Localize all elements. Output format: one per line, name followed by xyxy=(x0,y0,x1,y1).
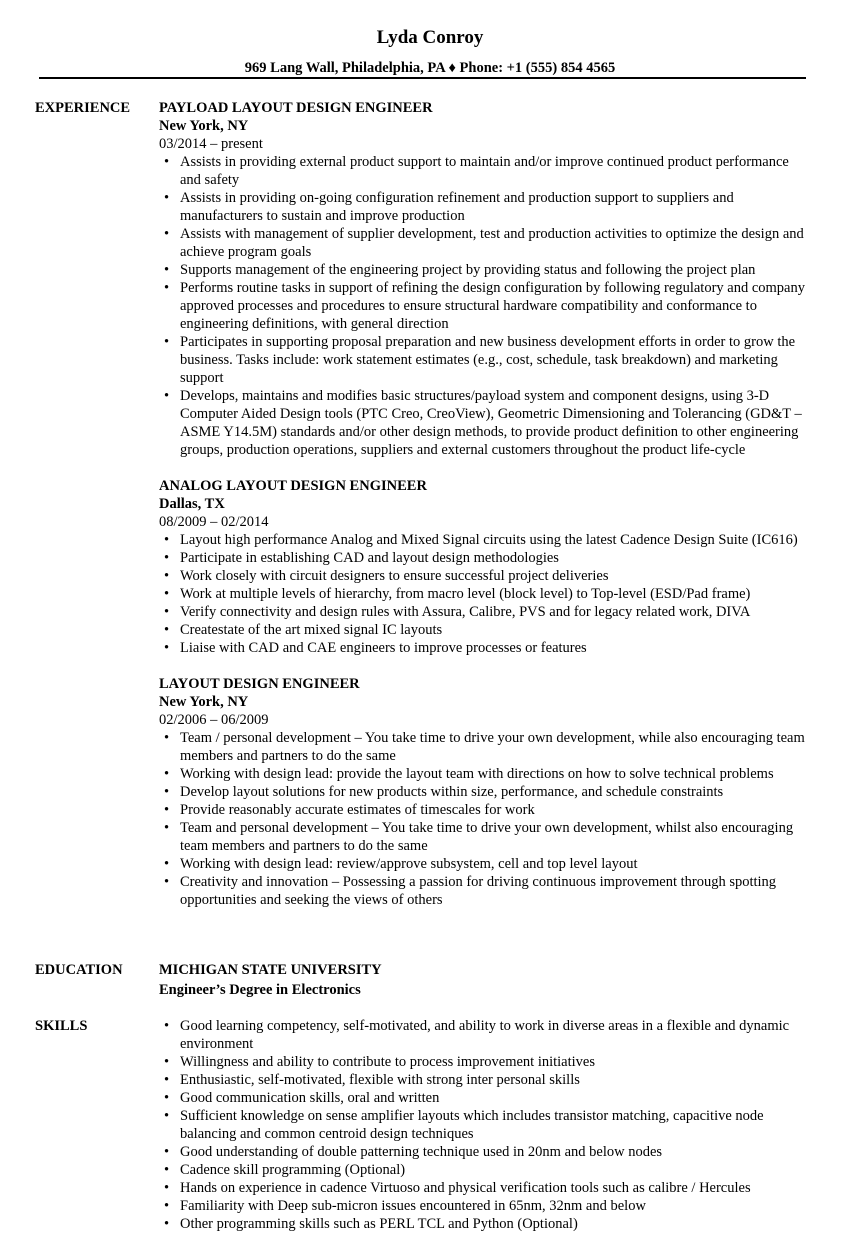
job-dates: 08/2009 – 02/2014 xyxy=(159,514,269,530)
bullet-item: • Provide reasonably accurate estimates of timescales for work xyxy=(159,801,813,819)
skills-list xyxy=(159,1017,813,1233)
bullet-item: • Participate in establishing CAD and layout design methodologies xyxy=(159,549,813,567)
bullet-item: • Work closely with circuit designers to ensure successful project deliveries xyxy=(159,567,813,585)
job-bullets xyxy=(159,729,813,909)
job-location: New York, NY xyxy=(159,118,249,134)
education-body xyxy=(159,961,813,999)
skill-item: • Familiarity with Deep sub-micron issues encountered in 65nm, 32nm and below xyxy=(159,1197,813,1215)
header-divider xyxy=(39,77,806,79)
bullet-item: • Performs routine tasks in support of refining the design configuration by following regulatory and company approved processes and procedures to ensure structural hardware compatibility and conformance to engineering definitions, with general direction xyxy=(159,279,813,333)
bullet-item: • Develops, maintains and modifies basic structures/payload system and component designs, using 3-D Computer Aided Design tools (PTC Creo, CreoView), Geometric Dimensioning and Tolerancing (GD&T – ASME Y14.5M) standards and/or other design methods, to provide product definition to other engineering groups, production operations, suppliers and external customers throughout the product life-cycle xyxy=(159,387,813,459)
candidate-name: Lyda Conroy xyxy=(376,27,484,48)
bullet-item: • Team and personal development – You take time to drive your own development, whilst also encouraging team members and partners to do the same xyxy=(159,819,813,855)
bullet-item: • Assists with management of supplier development, test and production activities to optimize the design and achieve program goals xyxy=(159,225,813,261)
job-title: PAYLOAD LAYOUT DESIGN ENGINEER xyxy=(159,100,433,116)
job-entry xyxy=(159,675,813,909)
education-degree: Engineer’s Degree in Electronics xyxy=(159,982,361,998)
job-dates: 02/2006 – 06/2009 xyxy=(159,712,269,728)
skill-item: • Willingness and ability to contribute to process improvement initiatives xyxy=(159,1053,813,1071)
bullet-item: • Createstate of the art mixed signal IC layouts xyxy=(159,621,813,639)
job-title: ANALOG LAYOUT DESIGN ENGINEER xyxy=(159,478,427,494)
bullet-item: • Supports management of the engineering project by providing status and following the project plan xyxy=(159,261,813,279)
skill-item: • Cadence skill programming (Optional) xyxy=(159,1161,813,1179)
section-label-skills: SKILLS xyxy=(35,1018,88,1034)
job-bullets xyxy=(159,531,813,657)
job-entry xyxy=(159,99,813,459)
bullet-item: • Liaise with CAD and CAE engineers to improve processes or features xyxy=(159,639,813,657)
job-dates: 03/2014 – present xyxy=(159,136,263,152)
skill-item: • Enthusiastic, self-motivated, flexible with strong inter personal skills xyxy=(159,1071,813,1089)
skill-item: • Other programming skills such as PERL TCL and Python (Optional) xyxy=(159,1215,813,1233)
skill-item: • Hands on experience in cadence Virtuoso and physical verification tools such as calibre / Hercules xyxy=(159,1179,813,1197)
job-location: New York, NY xyxy=(159,694,249,710)
section-label-experience: EXPERIENCE xyxy=(35,100,131,116)
bullet-item: • Working with design lead: provide the layout team with directions on how to solve technical problems xyxy=(159,765,813,783)
contact-line: 969 Lang Wall, Philadelphia, PA ♦ Phone: +1 (555) 854 4565 xyxy=(244,60,616,76)
bullet-item: • Working with design lead: review/approve subsystem, cell and top level layout xyxy=(159,855,813,873)
bullet-item: • Assists in providing on-going configuration refinement and production support to suppliers and manufacturers to sustain and improve production xyxy=(159,189,813,225)
job-title: LAYOUT DESIGN ENGINEER xyxy=(159,676,360,692)
bullet-item: • Assists in providing external product support to maintain and/or improve continued product performance and safety xyxy=(159,153,813,189)
bullet-item: • Creativity and innovation – Possessing a passion for driving continuous improvement through spotting opportunities and seeking the views of others xyxy=(159,873,813,909)
skill-item: • Good communication skills, oral and written xyxy=(159,1089,813,1107)
job-entry xyxy=(159,477,813,657)
skill-item: • Good understanding of double patterning technique used in 20nm and below nodes xyxy=(159,1143,813,1161)
job-location: Dallas, TX xyxy=(159,496,225,512)
section-label-education: EDUCATION xyxy=(35,962,123,978)
experience-body xyxy=(159,99,813,927)
bullet-item: • Participates in supporting proposal preparation and new business development efforts in order to grow the business. Tasks include: work statement estimates (e.g., cost, schedule, task breakdown) and marketing support xyxy=(159,333,813,387)
skill-item: • Sufficient knowledge on sense amplifier layouts which includes transistor matching, capacitive node balancing and common centroid design techniques xyxy=(159,1107,813,1143)
bullet-item: • Team / personal development – You take time to drive your own development, while also encouraging team members and partners to do the same xyxy=(159,729,813,765)
resume-header xyxy=(0,0,860,77)
bullet-item: • Work at multiple levels of hierarchy, from macro level (block level) to Top-level (ESD/Pad frame) xyxy=(159,585,813,603)
bullet-item: • Verify connectivity and design rules with Assura, Calibre, PVS and for legacy related work, DIVA xyxy=(159,603,813,621)
bullet-item: • Layout high performance Analog and Mixed Signal circuits using the latest Cadence Design Suite (IC616) xyxy=(159,531,813,549)
skill-item: • Good learning competency, self-motivated, and ability to work in diverse areas in a flexible and dynamic environment xyxy=(159,1017,813,1053)
skills-body xyxy=(159,1017,813,1233)
job-bullets xyxy=(159,153,813,459)
bullet-item: • Develop layout solutions for new products within size, performance, and schedule constraints xyxy=(159,783,813,801)
education-school: MICHIGAN STATE UNIVERSITY xyxy=(159,962,382,978)
